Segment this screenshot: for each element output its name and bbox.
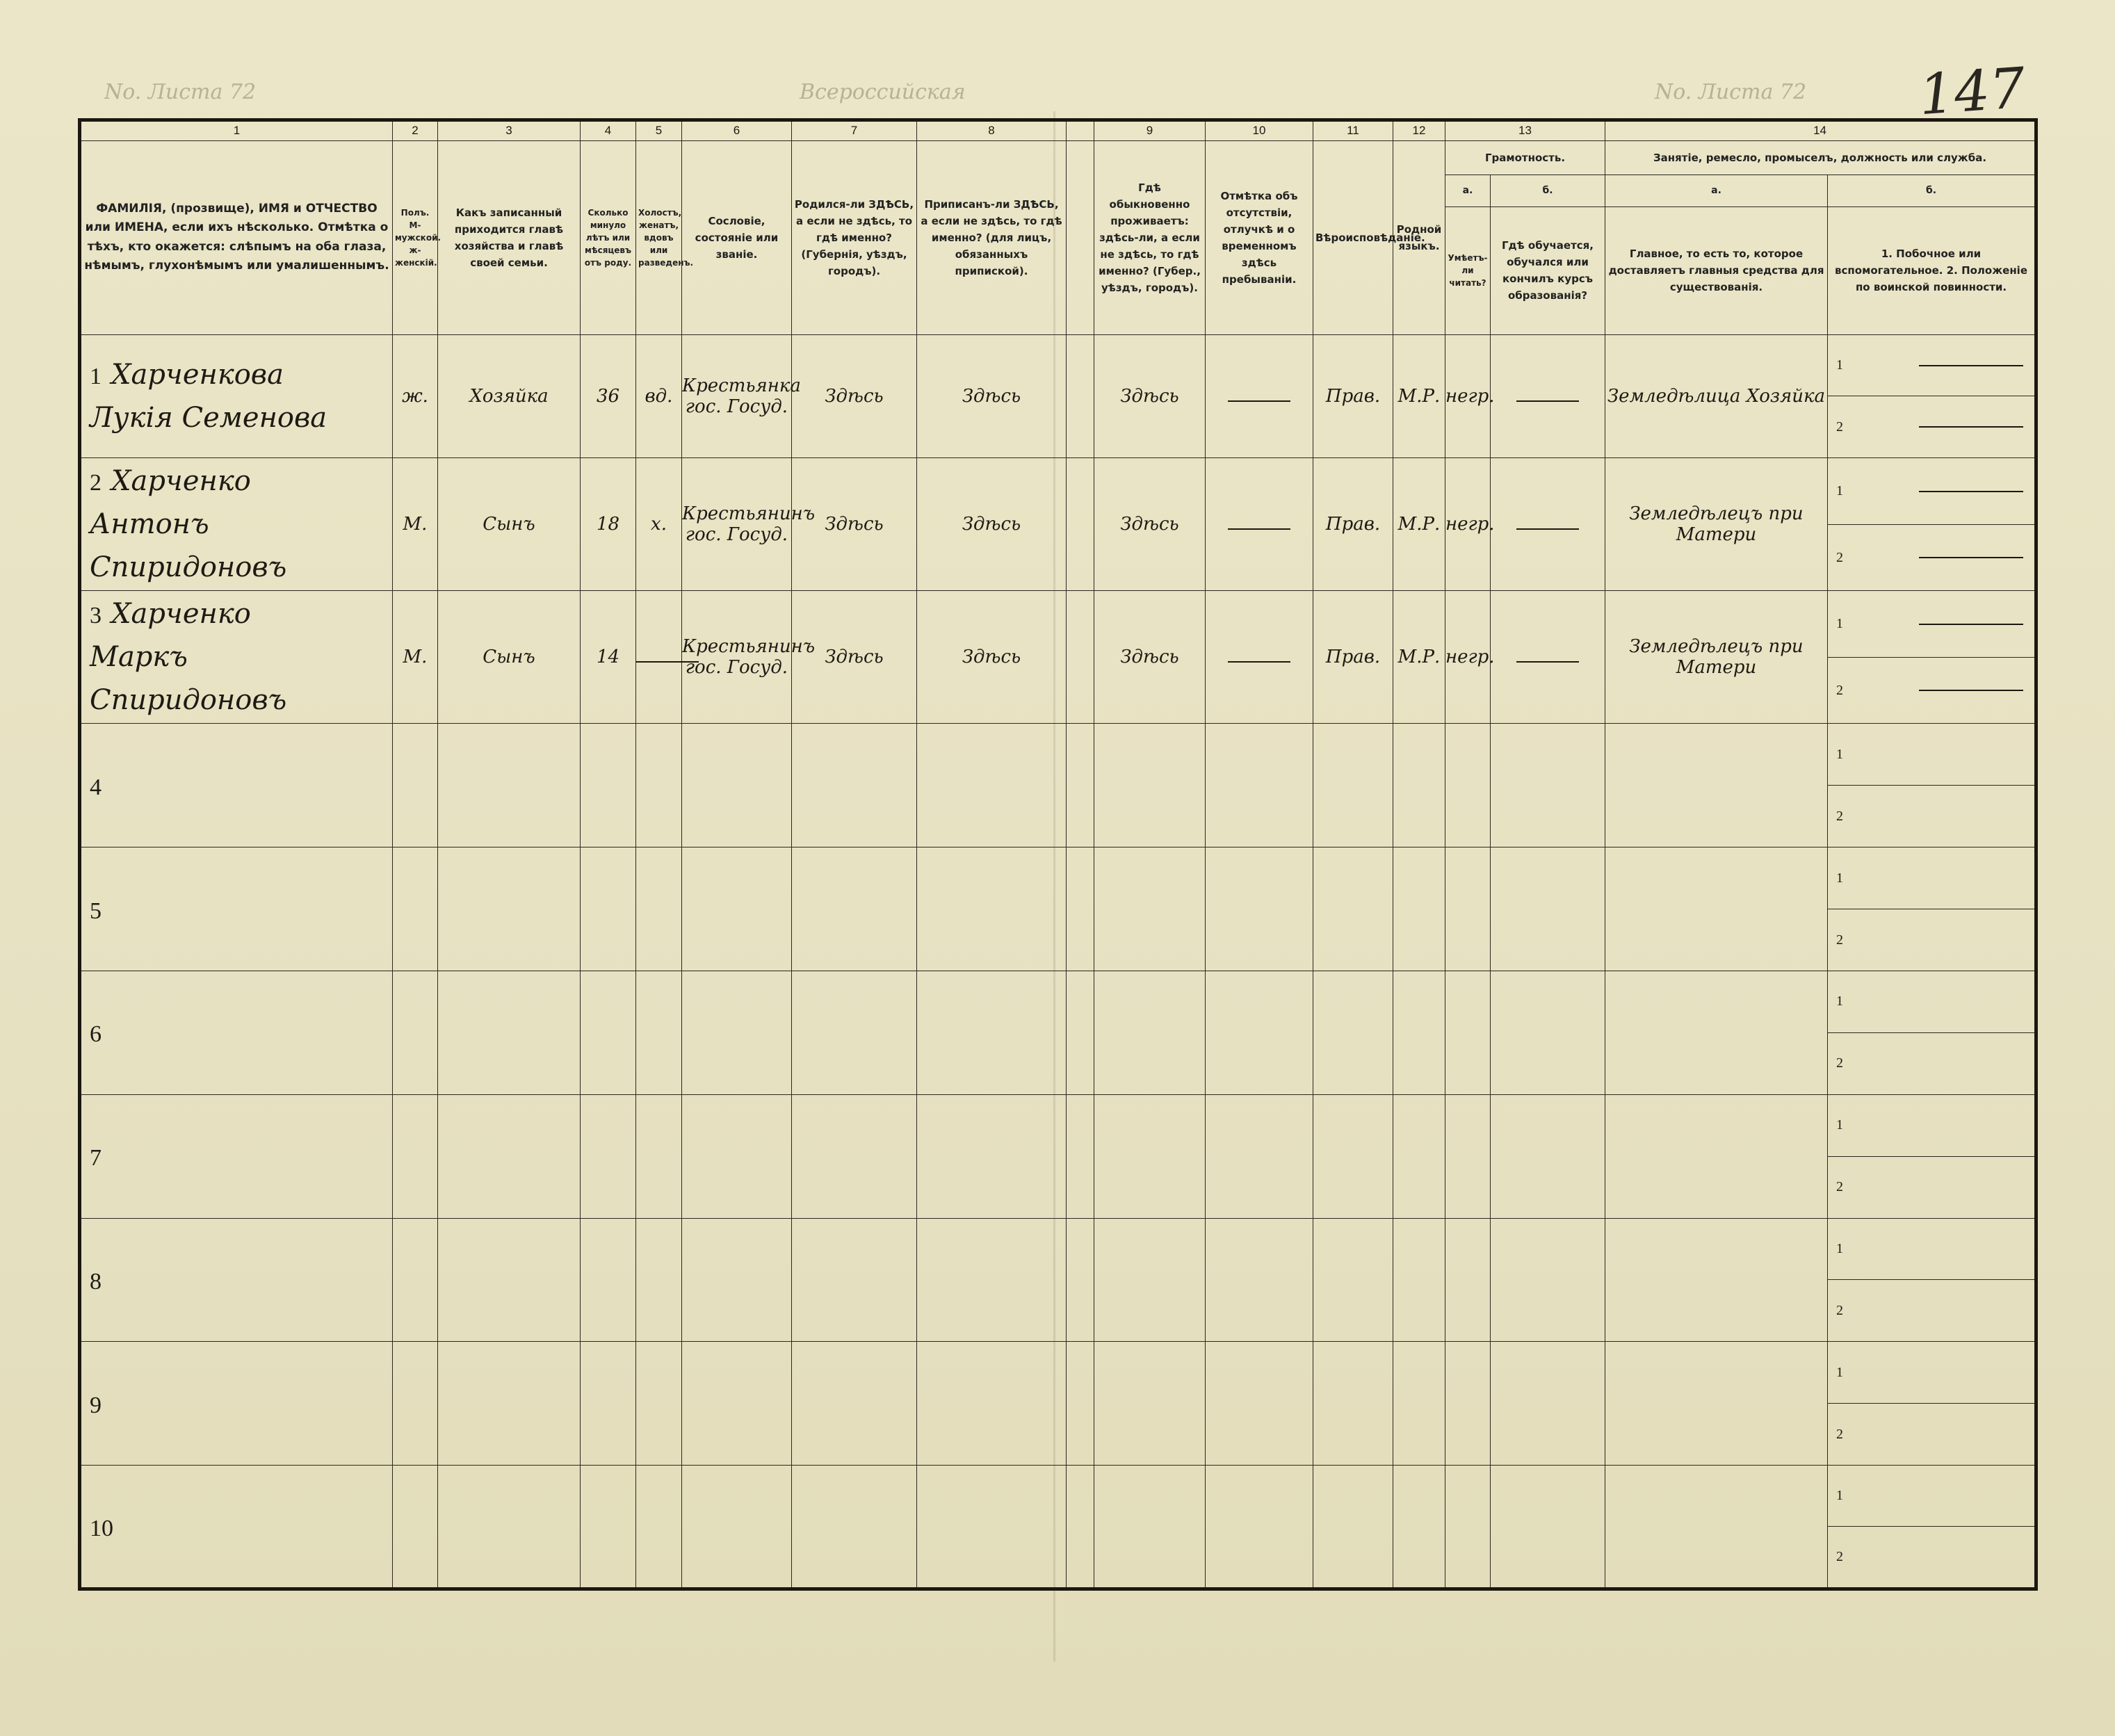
registered-place-cell — [917, 847, 1067, 971]
person-name-cell — [80, 334, 393, 458]
side-occupation-cell — [1828, 1466, 2036, 1589]
age-cell — [581, 1466, 636, 1589]
birthplace-cell — [792, 1342, 917, 1466]
dash-mark — [1228, 661, 1290, 663]
sub-line-sub1 — [1828, 1342, 2034, 1403]
sub-line-sub2 — [1828, 1526, 2034, 1587]
main-occupation-cell — [1605, 1218, 1828, 1342]
residence-cell: Здѣсь — [1094, 334, 1206, 458]
header-literacy-a-mark: а. — [1445, 175, 1491, 206]
education-cell — [1491, 334, 1605, 458]
birthplace-cell — [792, 724, 917, 847]
estate-cell — [682, 1218, 792, 1342]
person-name-cell — [80, 971, 393, 1095]
age-cell — [581, 847, 636, 971]
header-can-read: Умѣетъ-ли читать? — [1445, 206, 1491, 334]
residence-cell: Здѣсь — [1094, 591, 1206, 724]
sub-line-number: 1 — [1836, 1364, 1844, 1380]
side-occupation-cell — [1828, 591, 2036, 724]
registered-place-cell — [917, 1094, 1067, 1218]
native-language-cell — [1393, 971, 1445, 1095]
relation-cell — [438, 971, 581, 1095]
native-language-cell — [1393, 1094, 1445, 1218]
sub-line-number: 2 — [1836, 1302, 1844, 1318]
faded-sheet-number-left: No. Листа 72 — [104, 80, 257, 104]
birthplace-cell: Здѣсь — [792, 334, 917, 458]
marital-status-cell — [636, 1218, 682, 1342]
col-num-1: 1 — [80, 120, 393, 141]
sub-line-number: 1 — [1836, 1241, 1844, 1257]
sub-line-number: 1 — [1836, 357, 1844, 373]
relation-cell — [438, 1094, 581, 1218]
table-row — [80, 334, 2036, 458]
relation-cell — [438, 724, 581, 847]
column-number-row — [80, 120, 2036, 141]
can-read-cell — [1445, 724, 1491, 847]
gutter-cell — [1067, 847, 1094, 971]
education-cell — [1491, 1466, 1605, 1589]
dash-mark — [1919, 557, 2023, 558]
birthplace-cell — [792, 1466, 917, 1589]
col-num-12: 12 — [1393, 120, 1445, 141]
header-literacy-b-mark: б. — [1491, 175, 1605, 206]
sub-line-sub2 — [1828, 1279, 2034, 1341]
given-name: Лукія Семенова — [90, 401, 327, 434]
header-language: Родной языкъ. — [1393, 140, 1445, 334]
sub-line-number: 2 — [1836, 419, 1844, 435]
registered-place-cell: Здѣсь — [917, 591, 1067, 724]
can-read-cell: негр. — [1445, 591, 1491, 724]
religion-cell: Прав. — [1313, 458, 1393, 591]
sub-line-number: 2 — [1836, 1426, 1844, 1442]
religion-cell — [1313, 1466, 1393, 1589]
marital-status-cell — [636, 847, 682, 971]
person-name-cell — [80, 847, 393, 971]
gutter-cell — [1067, 458, 1094, 591]
sex-cell — [393, 1466, 438, 1589]
sex-cell: М. — [393, 458, 438, 591]
sub-line-sub2 — [1828, 657, 2034, 724]
residence-cell: Здѣсь — [1094, 458, 1206, 591]
sub-line-number: 1 — [1836, 870, 1844, 886]
absence-note-cell — [1206, 847, 1313, 971]
birthplace-cell — [792, 847, 917, 971]
sex-cell — [393, 1342, 438, 1466]
row-number: 1 — [90, 363, 102, 389]
main-occupation-cell: Земледѣлецъ при Матери — [1605, 458, 1828, 591]
religion-cell: Прав. — [1313, 334, 1393, 458]
age-cell: 36 — [581, 334, 636, 458]
sex-cell: М. — [393, 591, 438, 724]
registered-place-cell: Здѣсь — [917, 458, 1067, 591]
sub-line-number: 2 — [1836, 1179, 1844, 1195]
absence-note-cell — [1206, 458, 1313, 591]
relation-cell — [438, 1342, 581, 1466]
sub-line-sub2 — [1828, 396, 2034, 457]
sex-cell — [393, 724, 438, 847]
gutter-cell — [1067, 971, 1094, 1095]
header-row-top — [80, 140, 2036, 175]
absence-note-cell — [1206, 591, 1313, 724]
side-occupation-cell — [1828, 971, 2036, 1095]
row-number: 9 — [90, 1392, 102, 1418]
gutter-cell — [1067, 724, 1094, 847]
main-occupation-cell — [1605, 1094, 1828, 1218]
sub-line-number: 2 — [1836, 1549, 1844, 1565]
registered-place-cell — [917, 1466, 1067, 1589]
header-occupation: Занятіе, ремесло, промыселъ, должность или служба. — [1605, 140, 2036, 175]
col-num-11: 11 — [1313, 120, 1393, 141]
estate-cell — [682, 1342, 792, 1466]
gutter-head — [1067, 140, 1094, 334]
side-occupation-cell — [1828, 847, 2036, 971]
absence-note-cell — [1206, 1466, 1313, 1589]
age-cell: 14 — [581, 591, 636, 724]
side-occupation-cell — [1828, 724, 2036, 847]
main-occupation-cell — [1605, 1342, 1828, 1466]
row-number: 5 — [90, 898, 102, 924]
relation-cell: Сынъ — [438, 458, 581, 591]
gutter-cell — [1067, 334, 1094, 458]
sub-line-sub1 — [1828, 1095, 2034, 1156]
sub-line-sub1 — [1828, 458, 2034, 524]
header-born: Родился-ли ЗДѢСЬ, а если не здѣсь, то гдѣ именно? (Губернія, уѣздъ, городъ). — [792, 140, 917, 334]
native-language-cell — [1393, 1218, 1445, 1342]
header-estate: Сословіе, состояніе или званіе. — [682, 140, 792, 334]
side-occupation-cell — [1828, 1218, 2036, 1342]
education-cell — [1491, 591, 1605, 724]
marital-status-cell — [636, 1094, 682, 1218]
header-main-occupation: Главное, то есть то, которое доставляетъ главныя средства для существованія. — [1605, 206, 1828, 334]
side-occupation-cell — [1828, 458, 2036, 591]
can-read-cell — [1445, 1466, 1491, 1589]
marital-status-cell — [636, 591, 682, 724]
person-name-cell — [80, 1466, 393, 1589]
col-num-3: 3 — [438, 120, 581, 141]
side-occupation-cell — [1828, 334, 2036, 458]
sub-line-sub1 — [1828, 971, 2034, 1032]
marital-status-cell: х. — [636, 458, 682, 591]
sex-cell — [393, 847, 438, 971]
age-cell — [581, 724, 636, 847]
absence-note-cell — [1206, 1218, 1313, 1342]
marital-status-cell: вд. — [636, 334, 682, 458]
religion-cell — [1313, 1218, 1393, 1342]
sub-line-sub2 — [1828, 909, 2034, 971]
marital-status-cell — [636, 1342, 682, 1466]
native-language-cell: М.Р. — [1393, 334, 1445, 458]
census-form-table — [78, 118, 2038, 1591]
gutter-cell — [1067, 1094, 1094, 1218]
sub-line-number: 2 — [1836, 549, 1844, 565]
native-language-cell: М.Р. — [1393, 591, 1445, 724]
dash-mark — [1228, 528, 1290, 530]
sub-line-sub2 — [1828, 524, 2034, 591]
header-registered: Приписанъ-ли ЗДѢСЬ, а если не здѣсь, то гдѣ именно? (для лицъ, обязанныхъ припиской). — [917, 140, 1067, 334]
sub-line-number: 1 — [1836, 746, 1844, 762]
col-num-8: 8 — [917, 120, 1067, 141]
main-occupation-cell: Земледѣлецъ при Матери — [1605, 591, 1828, 724]
faded-title: Всероссийская — [800, 80, 966, 104]
residence-cell — [1094, 971, 1206, 1095]
person-name-cell — [80, 724, 393, 847]
can-read-cell — [1445, 1094, 1491, 1218]
side-occupation-cell — [1828, 1094, 2036, 1218]
sub-line-sub1 — [1828, 1466, 2034, 1526]
row-number: 8 — [90, 1268, 102, 1295]
sub-line-sub2 — [1828, 1156, 2034, 1218]
side-occupation-cell — [1828, 1342, 2036, 1466]
religion-cell — [1313, 1094, 1393, 1218]
row-number: 3 — [90, 603, 102, 629]
can-read-cell — [1445, 971, 1491, 1095]
education-cell — [1491, 458, 1605, 591]
education-cell — [1491, 1094, 1605, 1218]
header-resides: Гдѣ обыкновенно проживаетъ: здѣсь-ли, а если не здѣсь, то гдѣ именно? (Губер., уѣздъ, городъ). — [1094, 140, 1206, 334]
relation-cell — [438, 1466, 581, 1589]
residence-cell — [1094, 1218, 1206, 1342]
col-num-5: 5 — [636, 120, 682, 141]
relation-cell — [438, 847, 581, 971]
residence-cell — [1094, 1342, 1206, 1466]
sub-line-number: 2 — [1836, 808, 1844, 824]
dash-mark — [1919, 624, 2023, 625]
sub-line-number: 1 — [1836, 483, 1844, 499]
col-num-2: 2 — [393, 120, 438, 141]
age-cell — [581, 1094, 636, 1218]
registered-place-cell — [917, 1218, 1067, 1342]
native-language-cell — [1393, 1466, 1445, 1589]
table-row — [80, 1094, 2036, 1218]
person-name-cell — [80, 1094, 393, 1218]
col-num-10: 10 — [1206, 120, 1313, 141]
gutter-cell — [1067, 1466, 1094, 1589]
birthplace-cell — [792, 1094, 917, 1218]
sub-line-sub2 — [1828, 1403, 2034, 1465]
header-occupation-b-mark: б. — [1828, 175, 2036, 206]
sub-line-number: 2 — [1836, 682, 1844, 698]
sub-line-sub2 — [1828, 785, 2034, 847]
registered-place-cell — [917, 724, 1067, 847]
dash-mark — [1919, 426, 2023, 428]
estate-cell: Крестьянинъ гос. Госуд. — [682, 591, 792, 724]
estate-cell: Крестьянка гос. Госуд. — [682, 334, 792, 458]
table-row — [80, 1218, 2036, 1342]
table-row — [80, 1466, 2036, 1589]
dash-mark — [1516, 528, 1579, 530]
absence-note-cell — [1206, 1094, 1313, 1218]
native-language-cell — [1393, 1342, 1445, 1466]
can-read-cell — [1445, 1342, 1491, 1466]
person-name-cell — [80, 1218, 393, 1342]
row-number: 6 — [90, 1021, 102, 1048]
estate-cell — [682, 1094, 792, 1218]
can-read-cell: негр. — [1445, 334, 1491, 458]
faded-sheet-number-right: No. Листа 72 — [1655, 80, 1807, 104]
registered-place-cell — [917, 971, 1067, 1095]
header-relation: Какъ записанный приходится главѣ хозяйства и главѣ своей семьи. — [438, 140, 581, 334]
dash-mark — [1516, 400, 1579, 402]
absence-note-cell — [1206, 971, 1313, 1095]
registered-place-cell — [917, 1342, 1067, 1466]
age-cell — [581, 1218, 636, 1342]
absence-note-cell — [1206, 1342, 1313, 1466]
person-name-cell — [80, 458, 393, 591]
header-sex: Полъ. М-мужской. ж-женскій. — [393, 140, 438, 334]
row-number: 7 — [90, 1145, 102, 1171]
row-number: 4 — [90, 774, 102, 800]
sub-line-sub1 — [1828, 1219, 2034, 1280]
header-marital: Холостъ, женатъ, вдовъ или разведенъ. — [636, 140, 682, 334]
sub-line-sub2 — [1828, 1032, 2034, 1094]
header-side-occupation: 1. Побочное или вспомогательное. 2. Положеніе по воинской повинности. — [1828, 206, 2036, 334]
native-language-cell — [1393, 724, 1445, 847]
dash-mark — [1919, 491, 2023, 492]
education-cell — [1491, 971, 1605, 1095]
col-num-14: 14 — [1605, 120, 2036, 141]
gutter — [1067, 120, 1094, 141]
estate-cell — [682, 1466, 792, 1589]
main-occupation-cell — [1605, 971, 1828, 1095]
dash-mark — [1919, 365, 2023, 366]
marital-status-cell — [636, 724, 682, 847]
absence-note-cell — [1206, 334, 1313, 458]
sex-cell: ж. — [393, 334, 438, 458]
dash-mark — [1228, 400, 1290, 402]
given-name: Маркъ Спиридоновъ — [90, 641, 287, 717]
header-absence: Отмѣтка объ отсутствіи, отлучкѣ и о временномъ здѣсь пребываніи. — [1206, 140, 1313, 334]
header-occupation-a-mark: а. — [1605, 175, 1828, 206]
person-name-cell — [80, 1342, 393, 1466]
col-num-13: 13 — [1445, 120, 1605, 141]
religion-cell — [1313, 724, 1393, 847]
relation-cell — [438, 1218, 581, 1342]
col-num-7: 7 — [792, 120, 917, 141]
estate-cell: Крестьянинъ гос. Госуд. — [682, 458, 792, 591]
table-row — [80, 971, 2036, 1095]
sub-line-sub1 — [1828, 724, 2034, 785]
given-name: Антонъ Спиридоновъ — [90, 508, 287, 584]
table-row — [80, 847, 2036, 971]
marital-status-cell — [636, 1466, 682, 1589]
sex-cell — [393, 1094, 438, 1218]
header-name: ФАМИЛІЯ, (прозвище), ИМЯ и ОТЧЕСТВО или ИМЕНА, если ихъ нѣсколько. Отмѣтка о тѣхъ, кто окажется: слѣпымъ на оба глаза, нѣмымъ, глухонѣмымъ или умалишеннымъ. — [80, 140, 393, 334]
dash-mark — [1516, 661, 1579, 663]
birthplace-cell — [792, 1218, 917, 1342]
sub-line-number: 2 — [1836, 932, 1844, 948]
main-occupation-cell — [1605, 724, 1828, 847]
row-number: 2 — [90, 470, 102, 496]
sub-line-sub1 — [1828, 847, 2034, 909]
native-language-cell — [1393, 847, 1445, 971]
gutter-cell — [1067, 591, 1094, 724]
age-cell: 18 — [581, 458, 636, 591]
residence-cell — [1094, 1466, 1206, 1589]
row-number: 10 — [90, 1515, 113, 1541]
person-name-cell — [80, 591, 393, 724]
sub-line-sub1 — [1828, 335, 2034, 396]
sub-line-sub1 — [1828, 591, 2034, 657]
education-cell — [1491, 847, 1605, 971]
main-occupation-cell — [1605, 847, 1828, 971]
surname: Харченкова — [111, 358, 284, 391]
surname: Харченко — [111, 465, 251, 498]
page-number: 147 — [1916, 55, 2027, 128]
col-num-4: 4 — [581, 120, 636, 141]
birthplace-cell — [792, 971, 917, 1095]
residence-cell — [1094, 1094, 1206, 1218]
religion-cell — [1313, 971, 1393, 1095]
header-education: Гдѣ обучается, обучался или кончилъ курсъ образованія? — [1491, 206, 1605, 334]
gutter-cell — [1067, 1342, 1094, 1466]
absence-note-cell — [1206, 724, 1313, 847]
education-cell — [1491, 724, 1605, 847]
main-occupation-cell — [1605, 1466, 1828, 1589]
sub-line-number: 2 — [1836, 1055, 1844, 1071]
table-row — [80, 591, 2036, 724]
gutter-cell — [1067, 1218, 1094, 1342]
religion-cell: Прав. — [1313, 591, 1393, 724]
education-cell — [1491, 1218, 1605, 1342]
relation-cell: Хозяйка — [438, 334, 581, 458]
birthplace-cell: Здѣсь — [792, 458, 917, 591]
sub-line-number: 1 — [1836, 1488, 1844, 1504]
header-religion: Вѣроисповѣданіе. — [1313, 140, 1393, 334]
sub-line-number: 1 — [1836, 993, 1844, 1009]
main-occupation-cell: Земледѣлица Хозяйка — [1605, 334, 1828, 458]
can-read-cell: негр. — [1445, 458, 1491, 591]
header-age: Сколько минуло лѣтъ или мѣсяцевъ отъ роду. — [581, 140, 636, 334]
col-num-6: 6 — [682, 120, 792, 141]
religion-cell — [1313, 847, 1393, 971]
marital-status-cell — [636, 971, 682, 1095]
sex-cell — [393, 1218, 438, 1342]
can-read-cell — [1445, 1218, 1491, 1342]
residence-cell — [1094, 724, 1206, 847]
residence-cell — [1094, 847, 1206, 971]
age-cell — [581, 971, 636, 1095]
native-language-cell: М.Р. — [1393, 458, 1445, 591]
table-row — [80, 458, 2036, 591]
col-num-9: 9 — [1094, 120, 1206, 141]
estate-cell — [682, 847, 792, 971]
age-cell — [581, 1342, 636, 1466]
registered-place-cell: Здѣсь — [917, 334, 1067, 458]
religion-cell — [1313, 1342, 1393, 1466]
table-row — [80, 1342, 2036, 1466]
sex-cell — [393, 971, 438, 1095]
education-cell — [1491, 1342, 1605, 1466]
birthplace-cell: Здѣсь — [792, 591, 917, 724]
can-read-cell — [1445, 847, 1491, 971]
table-row — [80, 724, 2036, 847]
sub-line-number: 1 — [1836, 616, 1844, 632]
header-literacy: Грамотность. — [1445, 140, 1605, 175]
surname: Харченко — [111, 598, 251, 631]
dash-mark — [1919, 690, 2023, 691]
estate-cell — [682, 971, 792, 1095]
relation-cell: Сынъ — [438, 591, 581, 724]
estate-cell — [682, 724, 792, 847]
sub-line-number: 1 — [1836, 1117, 1844, 1133]
